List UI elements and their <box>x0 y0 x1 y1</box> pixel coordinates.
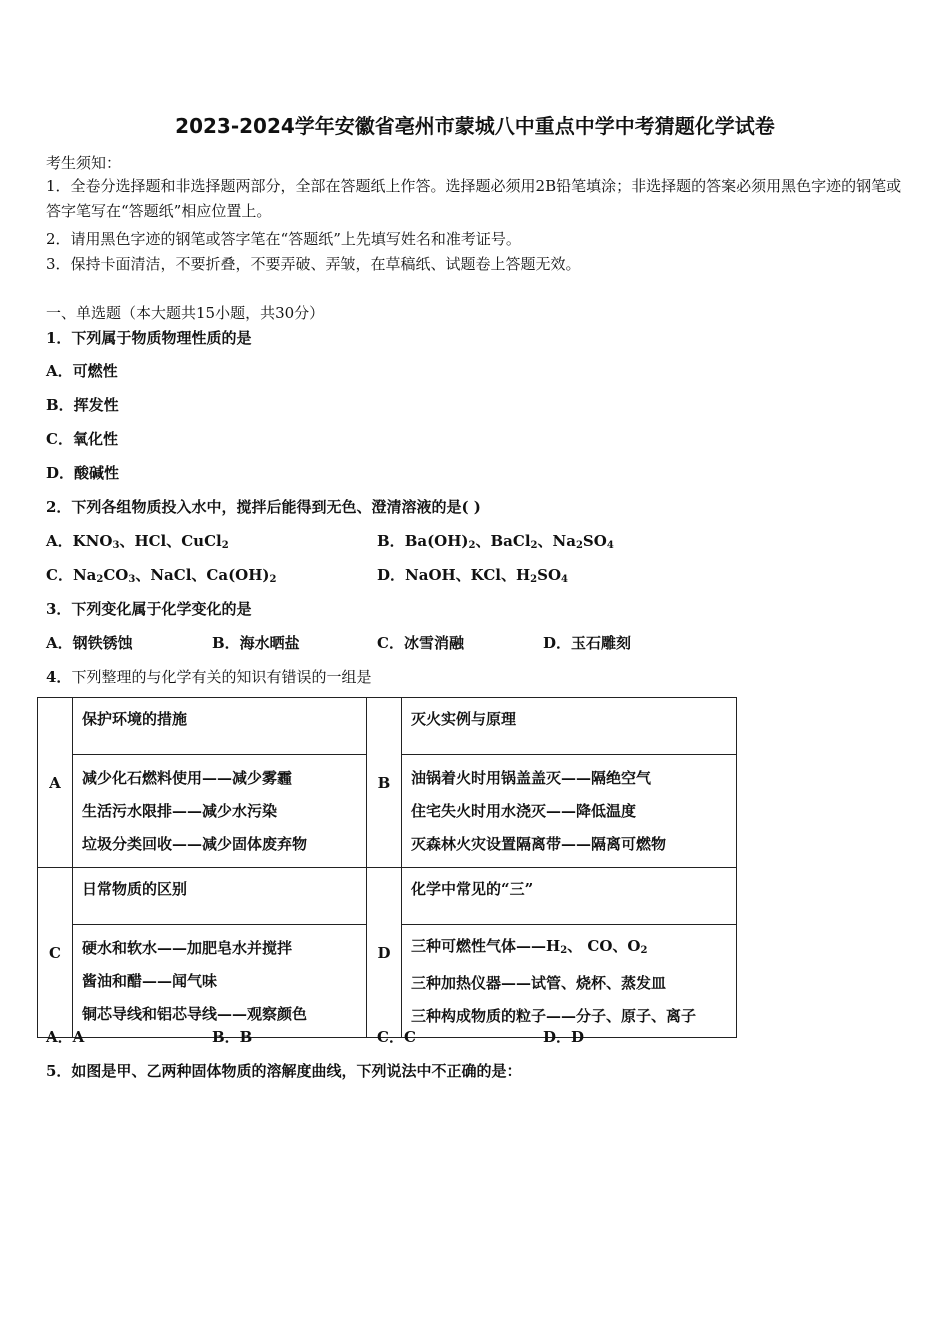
q4-option-a: A．A <box>46 1028 85 1046</box>
cell-c-item: 硬水和软水——加肥皂水并搅拌 <box>82 938 293 957</box>
q4-option-b: B．B <box>212 1028 253 1046</box>
notice-item-2: 2．请用黑色字迹的钢笔或答字笔在“答题纸”上先填写姓名和准考证号。 <box>46 230 521 248</box>
row-label-c: C <box>38 868 73 1038</box>
cell-a-header: 保护环境的措施 <box>73 698 367 755</box>
q1-option-a: A．可燃性 <box>46 362 118 380</box>
q1-option-c: C．氧化性 <box>46 430 118 448</box>
q3-option-d: D．玉石雕刻 <box>543 634 632 652</box>
exam-title: 2023-2024学年安徽省亳州市蒙城八中重点中学中考猜题化学试卷 <box>175 114 775 138</box>
row-label-d: D <box>367 868 402 1038</box>
q4-stem: 4．下列整理的与化学有关的知识有错误的一组是 <box>46 668 372 686</box>
row-label-a: A <box>38 698 73 868</box>
q3-option-c: C．冰雪消融 <box>377 634 464 652</box>
q2-option-a: A．$KNO_3$、HCl、CuCl$_2$ <box>46 532 229 551</box>
cell-a-item: 垃圾分类回收——减少固体废弃物 <box>82 834 308 853</box>
cell-d-item: 三种可燃性气体$——H_2$、 CO、$O_2$ <box>411 936 648 956</box>
q2-option-c: C．$Na_2CO_3$、NaCl、$Ca(OH)_2$ <box>46 566 277 585</box>
q3-option-b: B．海水晒盐 <box>212 634 300 652</box>
q1-option-d: D．酸碱性 <box>46 464 120 482</box>
notice-heading: 考生须知： <box>46 154 122 172</box>
q2-option-b: B．$Ba(OH)_2$、BaCl$_2$、$Na_2SO_4$ <box>377 532 614 551</box>
cell-c-body <box>73 925 367 1038</box>
cell-a-body <box>73 755 367 868</box>
q3-option-a: A．钢铁锈蚀 <box>46 634 133 652</box>
cell-c-item: 酱油和醋——闻气味 <box>82 971 218 990</box>
cell-b-body <box>402 755 737 868</box>
cell-b-item: 油锅着火时用锅盖盖灭——隔绝空气 <box>411 768 652 787</box>
q5-stem: 5．如图是甲、乙两种固体物质的溶解度曲线，下列说法中不正确的是： <box>46 1062 522 1080</box>
q4-knowledge-table <box>37 697 737 1038</box>
cell-a-item: 减少化石燃料使用——减少雾霾 <box>82 768 293 787</box>
q1-stem: 1．下列属于物质物理性质的是 <box>46 329 252 347</box>
cell-a-item: 生活污水限排——减少水污染 <box>82 801 278 820</box>
q1-option-b: B．挥发性 <box>46 396 119 414</box>
cell-d-item: 三种加热仪器——试管、烧杯、蒸发皿 <box>411 973 667 992</box>
q2-option-d: D．NaOH、KCl、$H_2SO_4$ <box>377 566 568 585</box>
cell-d-body <box>402 925 737 1038</box>
q2-stem: 2．下列各组物质投入水中，搅拌后能得到无色、澄清溶液的是( ) <box>46 498 481 516</box>
section-heading: 一、单选题（本大题共15小题，共30分） <box>46 304 325 322</box>
q4-option-d: D．D <box>543 1028 585 1046</box>
cell-c-header: 日常物质的区别 <box>73 868 367 925</box>
q4-option-c: C．C <box>377 1028 416 1046</box>
cell-c-item: 铜芯导线和铝芯导线——观察颜色 <box>82 1004 308 1023</box>
cell-b-item: 住宅失火时用水浇灭——降低温度 <box>411 801 637 820</box>
cell-d-item: 三种构成物质的粒子——分子、原子、离子 <box>411 1006 697 1025</box>
notice-item-1: 1．全卷分选择题和非选择题两部分，全部在答题纸上作答。选择题必须用2B铅笔填涂；非选择题的答案必须用黑色字迹的钢笔或答字笔写在“答题纸”相应位置上。 <box>46 177 902 220</box>
notice-item-3: 3．保持卡面清洁，不要折叠，不要弄破、弄皱，在草稿纸、试题卷上答题无效。 <box>46 255 581 273</box>
cell-d-header: 化学中常见的“三” <box>402 868 737 925</box>
cell-b-header: 灭火实例与原理 <box>402 698 737 755</box>
cell-b-item: 灭森林火灾设置隔离带——隔离可燃物 <box>411 834 667 853</box>
row-label-b: B <box>367 698 402 868</box>
q3-stem: 3．下列变化属于化学变化的是 <box>46 600 252 618</box>
